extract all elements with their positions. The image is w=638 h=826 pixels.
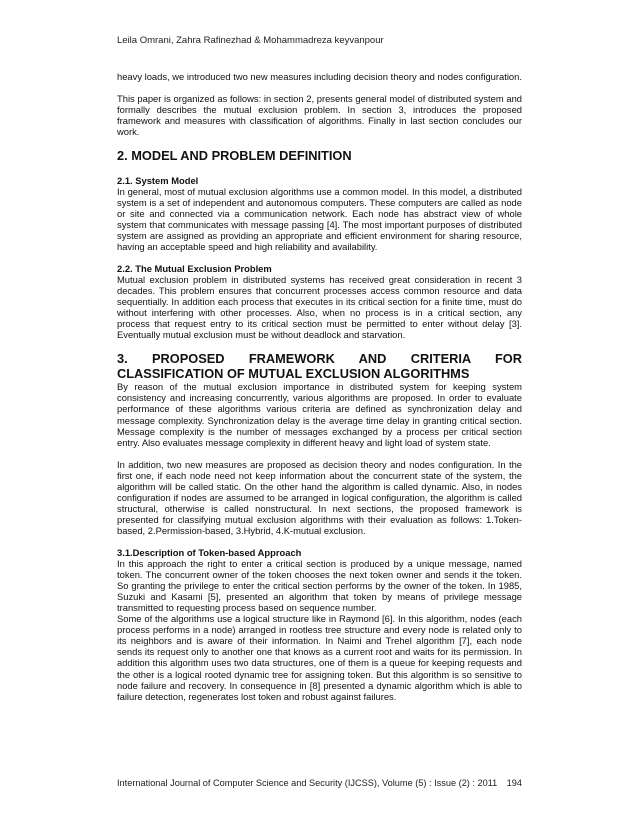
- page-footer: [117, 778, 522, 788]
- intro-paragraph-1: heavy loads, we introduced two new measures including decision theory and nodes configuration.: [117, 71, 522, 82]
- page-body: [117, 71, 522, 702]
- page-number: 194: [506, 778, 522, 788]
- subsection-2-1-heading: 2.1. System Model: [117, 174, 199, 186]
- section-3-paragraph-2: In addition, two new measures are proposed as decision theory and nodes configuration. In the first one, if each node need not keep information about the concurrent state of the system, the algorithm will be called static. On the other hand the algorithm is called dynamic. Also, in nodes configuration if nodes are assumed to be arranged in logical configuration, the algorithm is called structural, otherwise is called nonstructural. In next sections, the proposed framework is presented for classifying mutual exclusion algorithms with their evaluation as follows: 1.Token-based, 2.Permission-based, 3.Hybrid, 4.K-mutual exclusion.: [117, 458, 522, 536]
- running-header: Leila Omrani, Zahra Rafinezhad & Mohammadreza keyvanpour: [117, 35, 384, 46]
- subsection-2-2-text: Mutual exclusion problem in distributed systems has received great consideration in recent 3 decades. This problem ensures that concurrent processes access common resource and data sequentially. In addition each process that executes in its critical section for a finite time, must do without interfering with other processes. Also, when no process is in a critical section, any process that request entry to its critical section must be permitted to enter without delay [3]. Eventually mutual exclusion must be without deadlock and starvation.: [117, 274, 522, 341]
- intro-paragraph-2: This paper is organized as follows: in section 2, presents general model of distributed system and formally describes the mutual exclusion problem. In section 3, introduces the proposed framework and measures with classification of algorithms. Finally in last section concludes our work.: [117, 93, 522, 138]
- section-3-heading: 3. PROPOSED FRAMEWORK AND CRITERIA FOR CLASSIFICATION OF MUTUAL EXCLUSION ALGORITHMS: [117, 351, 522, 381]
- journal-citation: International Journal of Computer Science and Security (IJCSS), Volume (5) : Issue (2) : 2011: [117, 778, 498, 788]
- subsection-2-1-text: In general, most of mutual exclusion algorithms use a common model. In this model, a distributed system is a set of independent and autonomous computers. These computers are called as node or site and connected via a communication network. Each node has abstract view of whole system that communicates with message passing [4]. The most important purposes of distributed system are assigned as providing an appropriate and efficient environment for sharing resource, having an acceptable speed and high reliability and availability.: [117, 185, 522, 253]
- subsection-3-1-paragraph-2: Some of the algorithms use a logical structure like in Raymond [6]. In this algorithm, nodes (each process performs in a node) arranged in rootless tree structure and every node is related only to its neighbors and is aware of their information. In Naimi and Trehel algorithm [7], each node sends its request only to another one that knows as a current root and waits for its permission. In addition this algorithm uses two data structures, one of them is a queue for keeping requests and the other is a logical rooted dynamic tree for assigning token. But this algorithm is so sensitive to node failure and recovery. In consequence in [8] presented a dynamic algorithm which is able to failure detection, regenerates lost token and robust against failures.: [117, 613, 522, 702]
- section-3-paragraph-1: By reason of the mutual exclusion importance in distributed system for keeping system consistency and increasing concurrently, various algorithms are proposed. In order to evaluate performance of these algorithms various criteria are defined as synchronization delay and message complexity. Synchronization delay is the average time delay in granting critical section. Message complexity is the number of messages exchanged by a process per critical section entry. Also evaluates message complexity in different heavy and light load of system state.: [117, 381, 522, 448]
- subsection-2-2-heading: 2.2. The Mutual Exclusion Problem: [117, 263, 272, 275]
- subsection-3-1-heading: 3.1.Description of Token-based Approach: [117, 547, 302, 558]
- subsection-3-1-paragraph-1: In this approach the right to enter a critical section is produced by a unique message, named token. The concurrent owner of the token chooses the next token owner and sends it the token. So granting the privilege to enter the critical section performs by the owner of the token. In 1985, Suzuki and Kasami [5], presented an algorithm that token by means of privilege message transmitted to requesting process based on sequence number.: [117, 558, 522, 614]
- section-2-heading: 2. MODEL AND PROBLEM DEFINITION: [117, 148, 352, 164]
